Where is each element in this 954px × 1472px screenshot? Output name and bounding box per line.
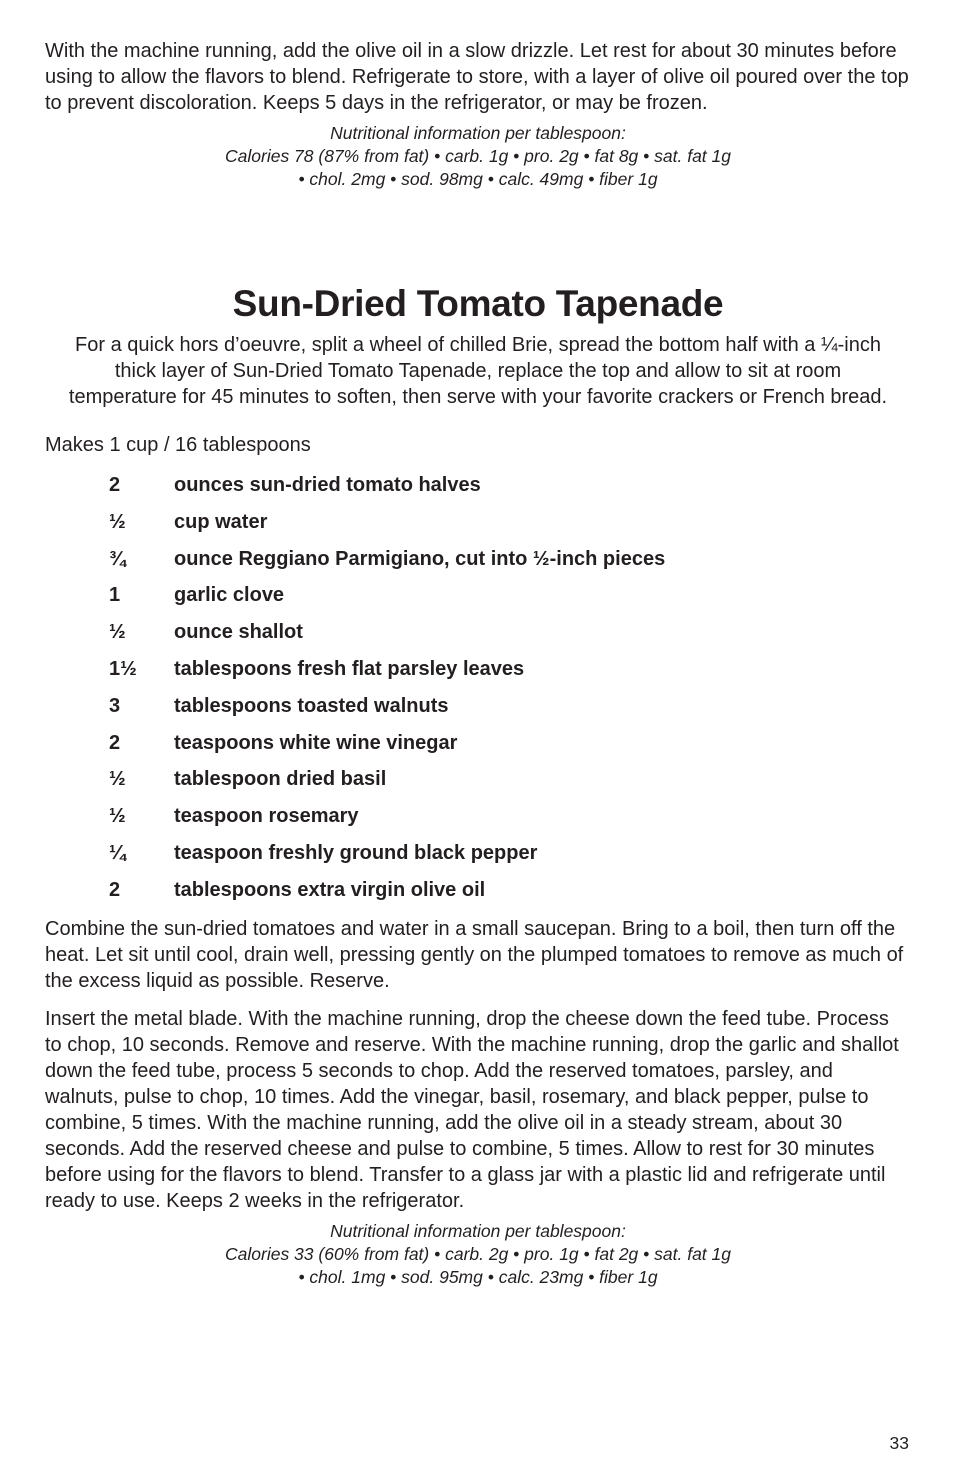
nutrition-info-top <box>45 122 911 191</box>
nutrition-info <box>45 1220 911 1289</box>
nutrition-heading: Nutritional information per tablespoon: <box>330 123 626 143</box>
nutrition-heading: Nutritional information per tablespoon: <box>330 1220 626 1241</box>
ingredient-description: ounce Reggiano Parmigiano, cut into ½-inch pieces <box>174 547 666 570</box>
ingredient-quantity: ½ <box>109 805 126 828</box>
ingredient-quantity: 2 <box>109 878 121 901</box>
ingredient-item <box>45 877 911 914</box>
recipe-step: Insert the metal blade. With the machine running, drop the cheese down the feed tube. Process to chop, 10 seconds. Remove and reserve. With the machine running, drop the garlic and shallot down the feed tube, process 5 seconds to chop. Add the reserved tomatoes, parsley, and walnuts, pulse to chop, 10 times. Add the vinegar, basil, rosemary, and black pepper, pulse to combine, 5 times. With the machine running, add the olive oil in a steady stream, about 30 seconds. Add the reserved cheese and pulse to combine, 5 times. Allow to rest for 30 minutes before using for the flavors to blend. Transfer to a glass jar with a plastic lid and refrigerate until ready to use. Keeps 2 weeks in the refrigerator. <box>45 1007 899 1212</box>
ingredient-description: cup water <box>174 510 268 533</box>
page-number: 33 <box>889 1433 909 1453</box>
page-content <box>45 38 911 1289</box>
ingredient-description: garlic clove <box>174 584 285 607</box>
ingredient-description: tablespoons fresh flat parsley leaves <box>174 657 525 680</box>
recipe-title: Sun-Dried Tomato Tapenade <box>232 283 724 324</box>
ingredient-description: teaspoon freshly ground black pepper <box>174 841 538 864</box>
ingredient-item <box>45 472 911 509</box>
ingredient-quantity: ½ <box>109 621 126 644</box>
recipe-step: Combine the sun-dried tomatoes and water in a small saucepan. Bring to a boil, then turn off the heat. Let sit until cool, drain well, pressing gently on the plumped tomatoes to remove as much of the excess liquid as possible. Reserve. <box>45 917 904 992</box>
ingredient-item <box>45 656 911 693</box>
ingredient-item <box>45 730 911 767</box>
ingredient-item <box>45 509 911 546</box>
ingredient-item <box>45 582 911 619</box>
ingredient-item <box>45 766 911 803</box>
ingredient-quantity: 2 <box>109 474 121 496</box>
top-paragraph: With the machine running, add the olive oil in a slow drizzle. Let rest for about 30 minutes before using to allow the flavors to blend. Refrigerate to store, with a layer of olive oil poured over the top to prevent discoloration. Keeps 5 days in the refrigerator, or may be frozen. <box>45 40 909 114</box>
ingredient-description: tablespoon dried basil <box>174 768 387 791</box>
recipe-intro: For a quick hors d’oeuvre, split a wheel of chilled Brie, spread the bottom half with a ¼-inch thick layer of Sun-Dried Tomato Tapenade, replace the top and allow to sit at room temperature for 45 minutes to soften, then serve with your favorite crackers or French bread. <box>68 334 888 408</box>
ingredient-list <box>45 472 911 914</box>
ingredient-quantity: ½ <box>109 768 126 791</box>
ingredient-description: teaspoons white wine vinegar <box>174 731 458 754</box>
ingredient-item <box>45 803 911 840</box>
ingredient-item <box>45 840 911 877</box>
ingredient-item <box>45 546 911 583</box>
nutrition-line: • chol. 2mg • sod. 98mg • calc. 49mg • fiber 1g <box>298 169 658 189</box>
ingredient-quantity: ¾ <box>109 547 126 570</box>
ingredient-quantity: 3 <box>109 694 121 717</box>
nutrition-line: Calories 33 (60% from fat) • carb. 2g • pro. 1g • fat 2g • sat. fat 1g <box>225 1243 731 1264</box>
ingredient-quantity: 1 <box>109 584 121 607</box>
ingredient-description: tablespoons toasted walnuts <box>174 694 449 717</box>
ingredient-description: ounce shallot <box>174 621 303 644</box>
ingredient-quantity: ½ <box>109 510 126 533</box>
ingredient-description: ounces sun-dried tomato halves <box>174 474 481 496</box>
ingredient-quantity: 1½ <box>109 657 137 680</box>
recipe-yield: Makes 1 cup / 16 tablespoons <box>45 434 311 456</box>
ingredient-quantity: 2 <box>109 731 121 754</box>
nutrition-line: Calories 78 (87% from fat) • carb. 1g • pro. 2g • fat 8g • sat. fat 1g <box>225 146 731 166</box>
ingredient-description: tablespoons extra virgin olive oil <box>174 878 486 901</box>
ingredient-quantity: ¼ <box>109 841 126 864</box>
nutrition-line: • chol. 1mg • sod. 95mg • calc. 23mg • fiber 1g <box>298 1266 658 1287</box>
ingredient-item <box>45 693 911 730</box>
ingredient-item <box>45 619 911 656</box>
ingredient-description: teaspoon rosemary <box>174 805 359 828</box>
